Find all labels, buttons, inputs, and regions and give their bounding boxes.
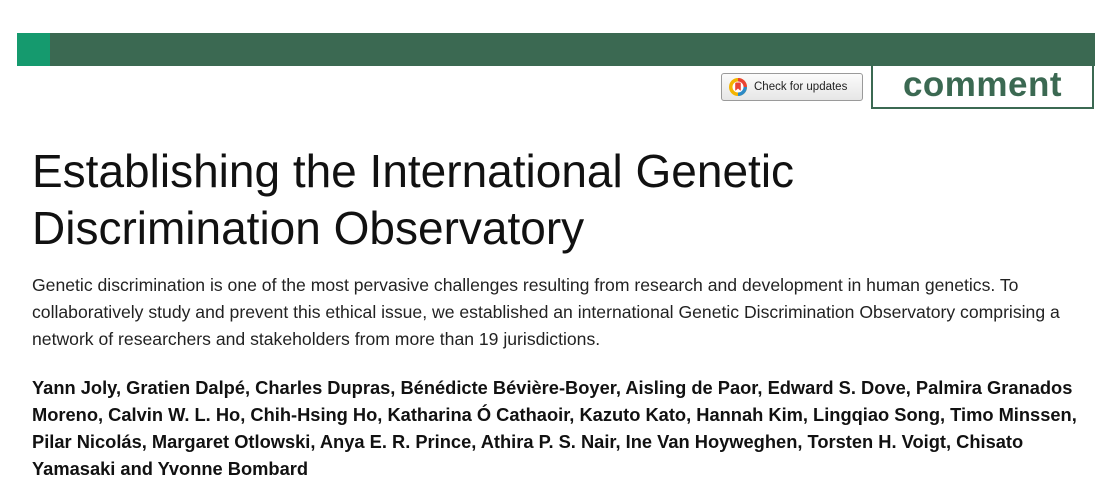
header-accent-block (17, 33, 50, 66)
section-label: comment (902, 65, 1063, 104)
article-title-line-2: Discrimination Observatory (32, 202, 585, 254)
article-title (32, 143, 1072, 257)
article-title-line-1: Establishing the International Genetic (32, 145, 795, 197)
section-label-box (871, 66, 1094, 109)
check-for-updates-button[interactable] (721, 73, 863, 101)
author-list[interactable]: Yann Joly, Gratien Dalpé, Charles Dupras, Bénédicte Bévière-Boyer, Aisling de Paor, Edward S. Dove, Palmira Granados Moreno, Calvin W. L. Ho, Chih-Hsing Ho, Katharina Ó Cathaoir, Kazuto Kato, Hannah Kim, Lingqiao Song, Timo Minssen, Pilar Nicolás, Margaret Otlowski, Anya E. R. Prince, Athira P. S. Nair, Ine Van Hoyweghen, Torsten H. Voigt, Chisato Yamasaki and Yvonne Bombard (32, 377, 1077, 479)
crossmark-icon (728, 77, 748, 97)
header-bar (17, 33, 1095, 66)
check-for-updates-label: Check for updates (754, 81, 848, 93)
article-standfirst: Genetic discrimination is one of the most pervasive challenges resulting from research and development in human genetics. To collaboratively study and prevent this ethical issue, we established an international Genetic Discrimination Observatory comprising a network of researchers and stakeholders from more than 19 jurisdictions. (32, 275, 1060, 349)
